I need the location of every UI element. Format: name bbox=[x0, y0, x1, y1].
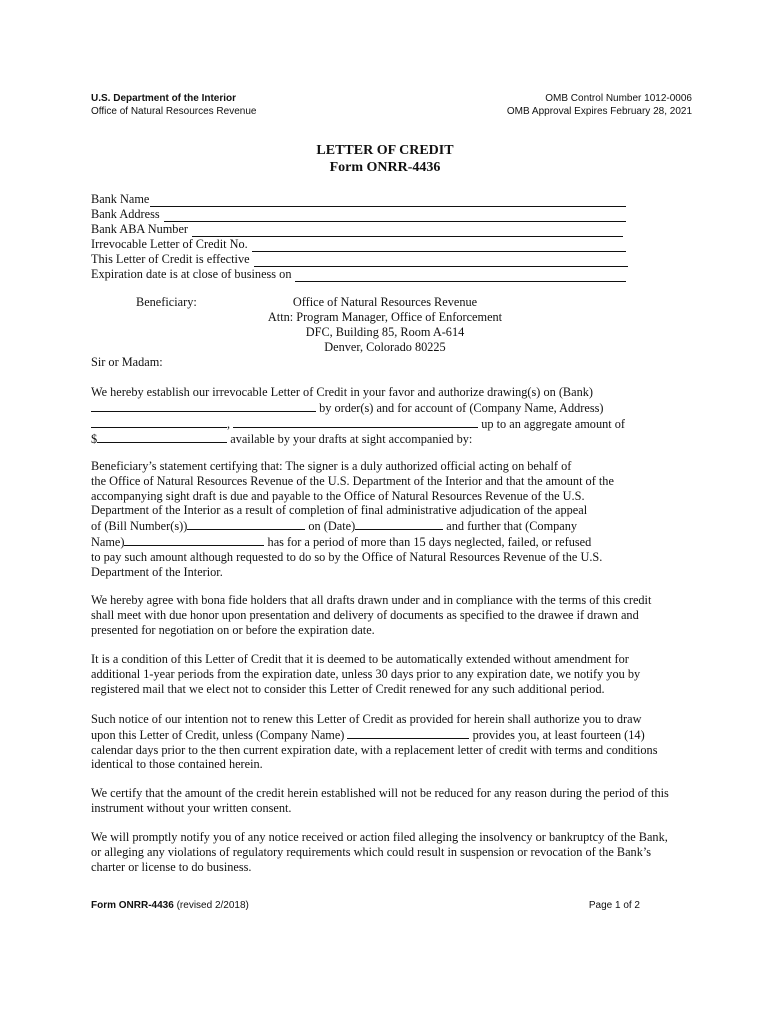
effective-date-field[interactable] bbox=[254, 254, 628, 267]
footer-revision: (revised 2/2018) bbox=[176, 900, 249, 911]
text-line bbox=[91, 400, 673, 416]
text-line: calendar days prior to the then current expiration date, with a replacement letter of credit with terms and conditions bbox=[91, 742, 658, 757]
text-line: We hereby establish our irrevocable Letter of Credit in your favor and authorize drawing(s) on (Bank) bbox=[91, 385, 593, 399]
document-title bbox=[0, 142, 770, 176]
footer-form-number: Form ONRR-4436 bbox=[91, 900, 174, 911]
dollar-sign: $ bbox=[91, 432, 98, 447]
text-fragment: provides you, at least fourteen (14) bbox=[472, 727, 645, 742]
text-line: the Office of Natural Resources Revenue of the U.S. Department of the Interior and that the amount of the bbox=[91, 473, 614, 488]
company-name-blank[interactable] bbox=[91, 416, 227, 428]
bank-blank[interactable] bbox=[91, 400, 316, 412]
text-fragment: available by your drafts at sight accompanied by: bbox=[230, 432, 473, 447]
company-name-blank[interactable] bbox=[124, 534, 264, 546]
text-line: accompanying sight draft is due and payable to the Office of Natural Resources Revenue of the U.S. bbox=[91, 488, 585, 503]
omb-control-number: OMB Control Number 1012-0006 bbox=[545, 93, 692, 104]
date-blank[interactable] bbox=[355, 518, 443, 530]
text-line: to pay such amount although requested to do so by the Office of Natural Resources Revenue of the U.S. bbox=[91, 549, 603, 564]
bank-aba-row bbox=[91, 222, 626, 237]
amount-blank[interactable] bbox=[97, 431, 227, 443]
omb-expiration: OMB Approval Expires February 28, 2021 bbox=[506, 105, 692, 117]
text-line bbox=[91, 518, 673, 534]
paragraph-certify: We certify that the amount of the credit herein established will not be reduced for any reason during the period of this instrument without your written consent. bbox=[91, 786, 669, 815]
expiration-date-field[interactable] bbox=[295, 269, 626, 282]
comma: , bbox=[227, 416, 231, 431]
text-line bbox=[91, 431, 673, 447]
text-fragment: up to an aggregate amount of bbox=[481, 416, 625, 431]
text-line: identical to those contained herein. bbox=[91, 757, 263, 772]
paragraph-establish bbox=[91, 385, 673, 447]
agency-name: U.S. Department of the Interior bbox=[91, 93, 237, 104]
text-line: Department of the Interior as a result of completion of final administrative adjudication of the appeal bbox=[91, 503, 588, 518]
paragraph-extension: It is a condition of this Letter of Credit that it is deemed to be automatically extended without amendment for additional 1-year periods from the expiration date, unless 30 days prior to any expiration date, we notify you by registered mail that we elect not to consider this Letter of Credit renewed for any such additional period. bbox=[91, 652, 641, 696]
text-line: Department of the Interior. bbox=[91, 564, 223, 579]
salutation: Sir or Madam: bbox=[91, 355, 163, 369]
footer-form-id bbox=[91, 900, 249, 911]
paragraph-renewal-notice bbox=[91, 712, 673, 772]
beneficiary-line: Office of Natural Resources Revenue bbox=[292, 295, 478, 309]
bank-address-row bbox=[91, 207, 626, 222]
irrevocable-no-row bbox=[91, 237, 626, 252]
paragraph-agreement: We hereby agree with bona fide holders that all drafts drawn under and in compliance with the terms of this credit shall meet with due honor upon presentation and delivery of documents as specified to the drawee if drawn and presented for negotiation on or before the expiration date. bbox=[91, 593, 652, 637]
expiration-date-label: Expiration date is at close of business on bbox=[91, 267, 292, 281]
text-line: Such notice of our intention not to renew this Letter of Credit as provided for herein shall authorize you to draw bbox=[91, 712, 642, 726]
text-fragment: upon this Letter of Credit, unless (Company Name) bbox=[91, 727, 345, 742]
text-fragment: and further that (Company bbox=[446, 519, 578, 534]
bank-fields bbox=[91, 192, 626, 282]
paragraph-beneficiary-statement bbox=[91, 459, 673, 579]
page-number: Page 1 of 2 bbox=[588, 900, 640, 911]
effective-date-label: This Letter of Credit is effective bbox=[91, 252, 250, 266]
text-fragment: of (Bill Number(s)) bbox=[91, 519, 188, 534]
expiration-date-row bbox=[91, 267, 626, 282]
bank-aba-field[interactable] bbox=[192, 224, 623, 237]
company-address-blank[interactable] bbox=[233, 416, 478, 428]
bank-address-field[interactable] bbox=[164, 209, 626, 222]
text-fragment: has for a period of more than 15 days neglected, failed, or refused bbox=[267, 534, 592, 549]
beneficiary-line: Attn: Program Manager, Office of Enforcement bbox=[267, 310, 503, 324]
company-name-blank[interactable] bbox=[347, 727, 469, 739]
irrevocable-no-label: Irrevocable Letter of Credit No. bbox=[91, 237, 248, 251]
text-line bbox=[91, 727, 673, 743]
effective-date-row bbox=[91, 252, 626, 267]
header-agency-block bbox=[91, 93, 256, 118]
text-line bbox=[91, 534, 673, 550]
paragraph-notify: We will promptly notify you of any notice received or action filed alleging the insolvency or bankruptcy of the Bank, or alleging any violations of regulatory requirements which could result in suspension or revocation of the Bank’s charter or license to do business. bbox=[91, 830, 668, 874]
beneficiary-address bbox=[240, 295, 530, 355]
bill-number-blank[interactable] bbox=[187, 518, 305, 530]
bank-name-label: Bank Name bbox=[91, 192, 150, 206]
bank-name-field[interactable] bbox=[150, 194, 626, 207]
text-line bbox=[91, 416, 673, 432]
office-name: Office of Natural Resources Revenue bbox=[91, 105, 257, 117]
beneficiary-line: DFC, Building 85, Room A-614 bbox=[305, 325, 465, 339]
text-fragment: Name) bbox=[91, 534, 125, 549]
form-number: Form ONRR-4436 bbox=[329, 160, 441, 175]
bank-address-label: Bank Address bbox=[91, 207, 160, 221]
text-fragment: on (Date) bbox=[308, 519, 356, 534]
title-line: LETTER OF CREDIT bbox=[316, 143, 454, 158]
text-fragment: by order(s) and for account of (Company Name, Address) bbox=[319, 400, 604, 415]
header-omb-block bbox=[507, 93, 692, 118]
bank-aba-label: Bank ABA Number bbox=[91, 222, 189, 236]
beneficiary-label: Beneficiary: bbox=[136, 295, 197, 309]
bank-name-row bbox=[91, 192, 626, 207]
irrevocable-no-field[interactable] bbox=[252, 239, 626, 252]
text-line: Beneficiary’s statement certifying that: The signer is a duly authorized official acting on behalf of bbox=[91, 459, 572, 473]
beneficiary-line: Denver, Colorado 80225 bbox=[324, 340, 446, 354]
